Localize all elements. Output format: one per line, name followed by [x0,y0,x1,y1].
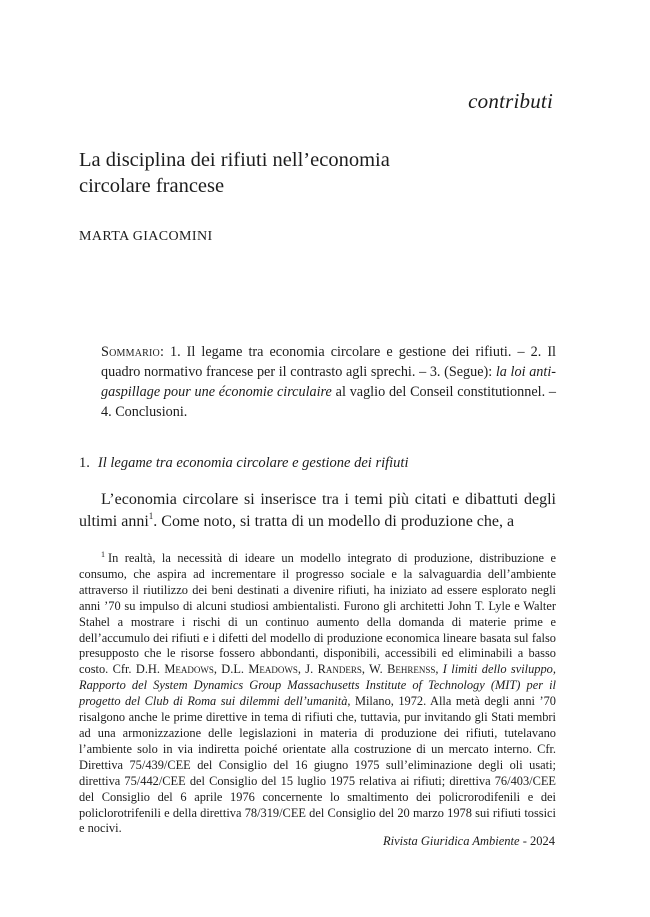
footnote-mark: 1 [101,550,105,559]
summary-text-1: 1. Il legame tra economia circolare e gestione dei rifiuti. – 2. Il quadro normativo francese per il contrasto agli sprechi. – 3. (Segue): [101,344,556,380]
footnote-text-3: , J. [297,662,318,677]
body-text-after-note: . Come noto, si tratta di un modello di produzione che, a [153,512,515,530]
section-label: contributi [468,89,553,113]
summary-italic: la loi anti-gaspillage pour une économie circulaire [101,364,556,400]
section-number: 1. [79,455,90,471]
footer-year: 2024 [530,834,555,848]
summary-block [101,342,556,422]
footnote-book-title: I limiti dello sviluppo, Rapporto del System Dynamics Group Massachusetts Institute of Technology (MIT) per il progetto del Club di Roma sui dilemmi dell’umanità [79,662,556,709]
body-text-before-note: L’economia circolare si inserisce tra i temi più citati e dibattuti degli ultimi anni [79,491,556,530]
article-title [79,147,479,199]
body-text [79,489,556,532]
running-footer [383,834,555,849]
footnote-text-5: , [435,662,443,677]
journal-name: Rivista Giuridica Ambiente [383,834,520,848]
title-line-1: La disciplina dei rifiuti nell’economia [79,149,390,171]
title-line-2: circolare francese [79,175,225,197]
footnote-text-2: , D.L. [213,662,249,677]
summary-text-2: al vaglio del Conseil constitutionnel. – 4. Conclusioni. [101,384,557,420]
footnote-author-4: Behrenss [387,662,436,677]
footnote-author-2: Meadows [248,662,298,677]
footnote-text-6: , Milano, 1972. Alla metà degli anni ’70 risalgono anche le prime direttive in tema di rifiuti che, tuttavia, pur invitando gli Stati membri ad una armonizzazione delle legislazioni in materia di produzione dei rifiuti, tutelavano l’ambiente solo in via indiretta poiché orientate alla costruzione di un mercato interno. Cfr. Direttiva 75/439/CEE del Consiglio del 16 giugno 1975 sull’eliminazione degli oli usati; direttiva 75/442/CEE del Consiglio del 15 luglio 1975 relativa ai rifiuti; direttiva 76/403/CEE del Consiglio del 6 aprile 1976 concernente lo smaltimento dei policrorodifenili e dei policlorotrifenili e della direttiva 78/319/CEE del Consiglio del 20 marzo 1978 sui rifiuti tossici e nocivi. [79,694,556,836]
footer-separator: - [519,834,530,848]
summary-colon: : [159,344,170,360]
footnote-reference[interactable]: 1 [148,510,154,521]
summary-label: Sommario [101,344,160,360]
section-heading [79,455,408,472]
section-title: Il legame tra economia circolare e gestione dei rifiuti [97,455,409,471]
footnote [79,551,556,837]
footnote-author-1: Meadows [164,662,214,677]
body-paragraph [79,489,556,532]
footnote-text-4: , W. [361,662,388,677]
footnote-text-1: In realtà, la necessità di ideare un modello integrato di produzione, distribuzione e consumo, che aspira ad incrementare il progresso sociale e la salvaguardia dell’ambiente attraverso il riutilizzo dei beni destinati a divenire rifiuti, ha iniziato ad essere esplorato negli anni ’70 su impulso di alcuni studiosi ambientalisti. Furono gli architetti John T. Lyle e Walter Stahel a mostrare i rischi di un continuo aumento della domanda di materie prime e dell’accumulo dei rifiuti e i difetti del modello di produzione economica lineare basata sul falso presupposto che le risorse fossero abbondanti, disponibili, accessibili ed eliminabili a basso costo. Cfr. D.H. [79,551,556,677]
author-name: MARTA GIACOMINI [79,229,213,244]
footnote-paragraph [79,551,556,837]
footnote-author-3: Randers [317,662,362,677]
